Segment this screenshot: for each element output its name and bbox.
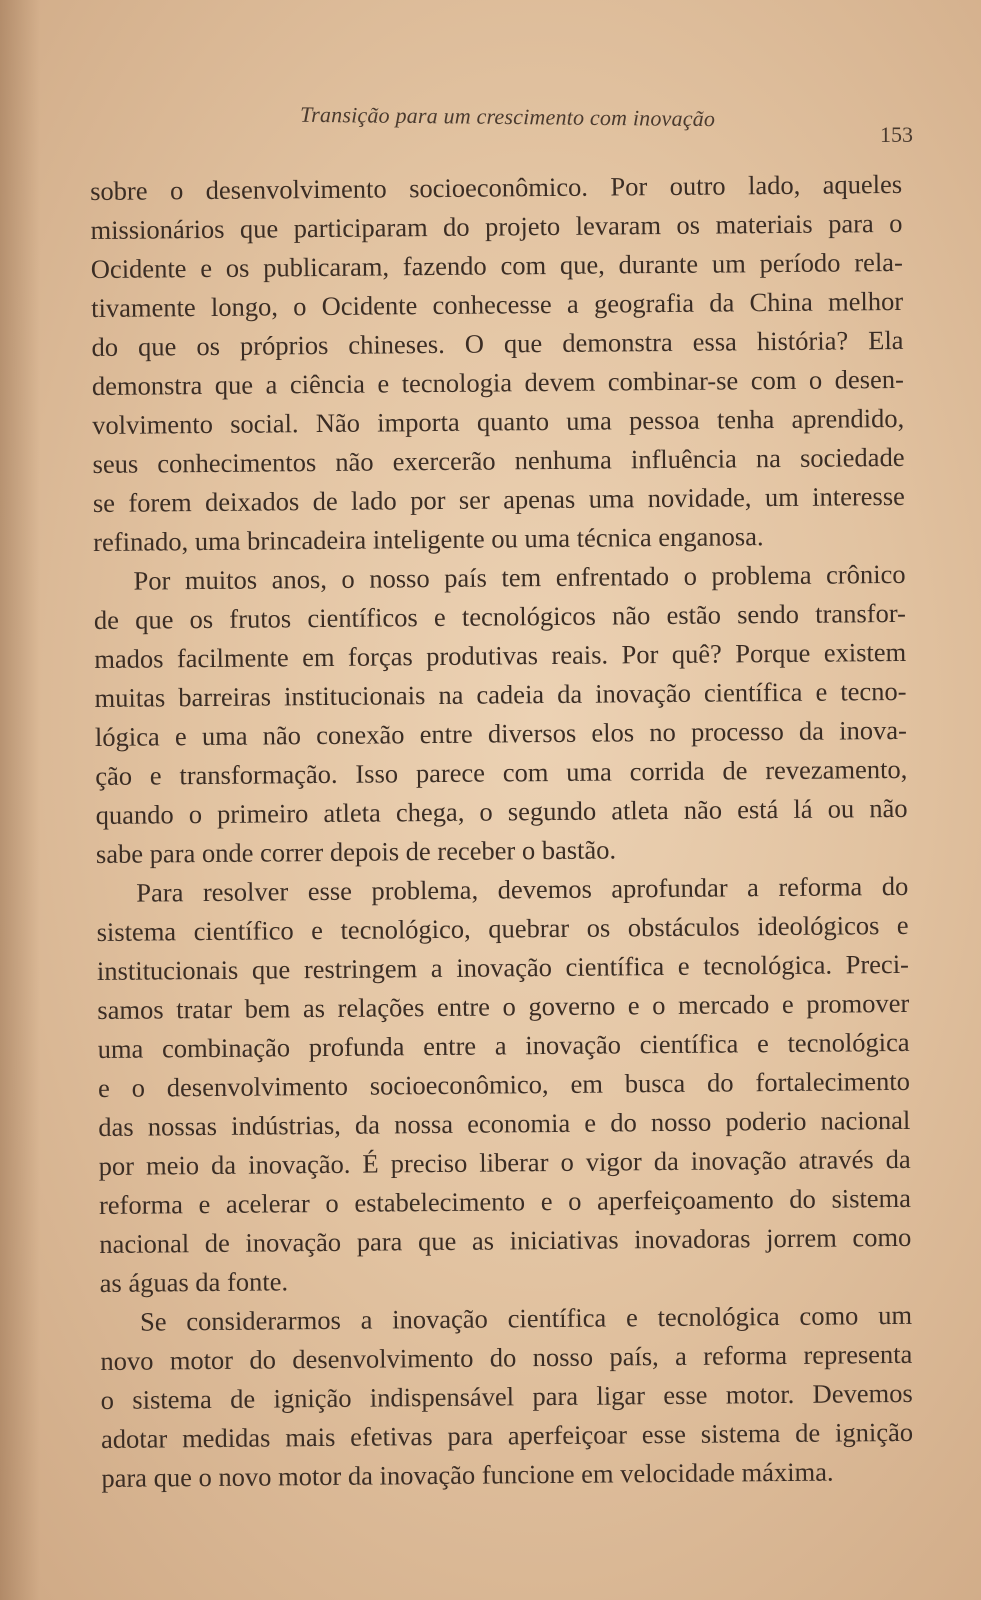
text-line: lógica e uma não conexão entre diversos elos no processo da inova- xyxy=(94,714,908,752)
text-line: uma combinação profunda entre a inovação científica e tecnológica xyxy=(97,1026,910,1064)
text-line: sabe para onde correr depois de receber o bastão. xyxy=(95,834,617,869)
text-line: institucionais que restringem a inovação científica e tecnológica. Preci- xyxy=(96,948,910,986)
text-line: e o desenvolvimento socioeconômico, em busca do fortalecimento xyxy=(97,1065,911,1103)
text-line: reforma e acelerar o estabelecimento e o aperfeiçoamento do sistema xyxy=(98,1182,912,1220)
text-line: volvimento social. Não importa quanto uma pessoa tenha aprendido, xyxy=(92,402,905,440)
text-line: refinado, uma brincadeira inteligente ou uma técnica enganosa. xyxy=(93,521,764,557)
text-line: tivamente longo, o Ocidente conhecesse a geografia da China melhor xyxy=(91,285,904,323)
text-line: o sistema de ignição indispensável para ligar esse motor. Devemos xyxy=(100,1377,913,1415)
text-line: mados facilmente em forças produtivas reais. Por quê? Porque existem xyxy=(94,636,907,674)
text-line: missionários que participaram do projeto levaram os materiais para o xyxy=(90,207,903,245)
page-gutter-shadow xyxy=(0,0,40,1600)
text-line: Para resolver esse problema, devemos aprofundar a reforma do xyxy=(136,870,909,908)
text-line: ção e transformação. Isso parece com uma corrida de revezamento, xyxy=(95,753,908,791)
text-line: demonstra que a ciência e tecnologia devem combinar-se com o desen- xyxy=(91,363,904,401)
text-line: se forem deixados de lado por ser apenas uma novidade, um interesse xyxy=(92,480,905,518)
text-line: quando o primeiro atleta chega, o segundo atleta não está lá ou não xyxy=(95,792,908,830)
text-line: de que os frutos científicos e tecnológicos não estão sendo transfor- xyxy=(93,597,907,635)
text-line: Por muitos anos, o nosso país tem enfrentado o problema crônico xyxy=(133,558,906,596)
text-line: das nossas indústrias, da nossa economia e do nosso poderio nacional xyxy=(98,1104,911,1142)
text-line: muitas barreiras institucionais na cadeia da inovação científica e tecno- xyxy=(94,675,907,713)
text-line: sobre o desenvolvimento socioeconômico. Por outro lado, aqueles xyxy=(90,168,903,206)
text-line: para que o novo motor da inovação funcione em velocidade máxima. xyxy=(101,1456,834,1493)
body-text xyxy=(90,165,932,1498)
text-line: adotar medidas mais efetivas para aperfeiçoar esse sistema de ignição xyxy=(100,1416,914,1454)
text-line: novo motor do desenvolvimento do nosso país, a reforma representa xyxy=(100,1338,913,1376)
text-line: por meio da inovação. É preciso liberar o vigor da inovação através da xyxy=(98,1143,911,1181)
text-line: sistema científico e tecnológico, quebrar os obstáculos ideológicos e xyxy=(96,909,909,947)
text-line: as águas da fonte. xyxy=(99,1266,289,1298)
text-line: Ocidente e os publicaram, fazendo com que, durante um período rela- xyxy=(90,246,903,284)
text-line: samos tratar bem as relações entre o governo e o mercado e promover xyxy=(97,987,910,1025)
page-number: 153 xyxy=(880,122,913,147)
text-line: nacional de inovação para que as iniciativas inovadoras jorrem como xyxy=(99,1221,912,1259)
text-line: do que os próprios chineses. O que demonstra essa história? Ela xyxy=(91,324,904,362)
text-line: seus conhecimentos não exercerão nenhuma influência na sociedade xyxy=(92,441,905,479)
running-head: Transição para um crescimento com inovação xyxy=(299,101,716,132)
text-line: Se considerarmos a inovação científica e tecnológica como um xyxy=(139,1299,913,1337)
